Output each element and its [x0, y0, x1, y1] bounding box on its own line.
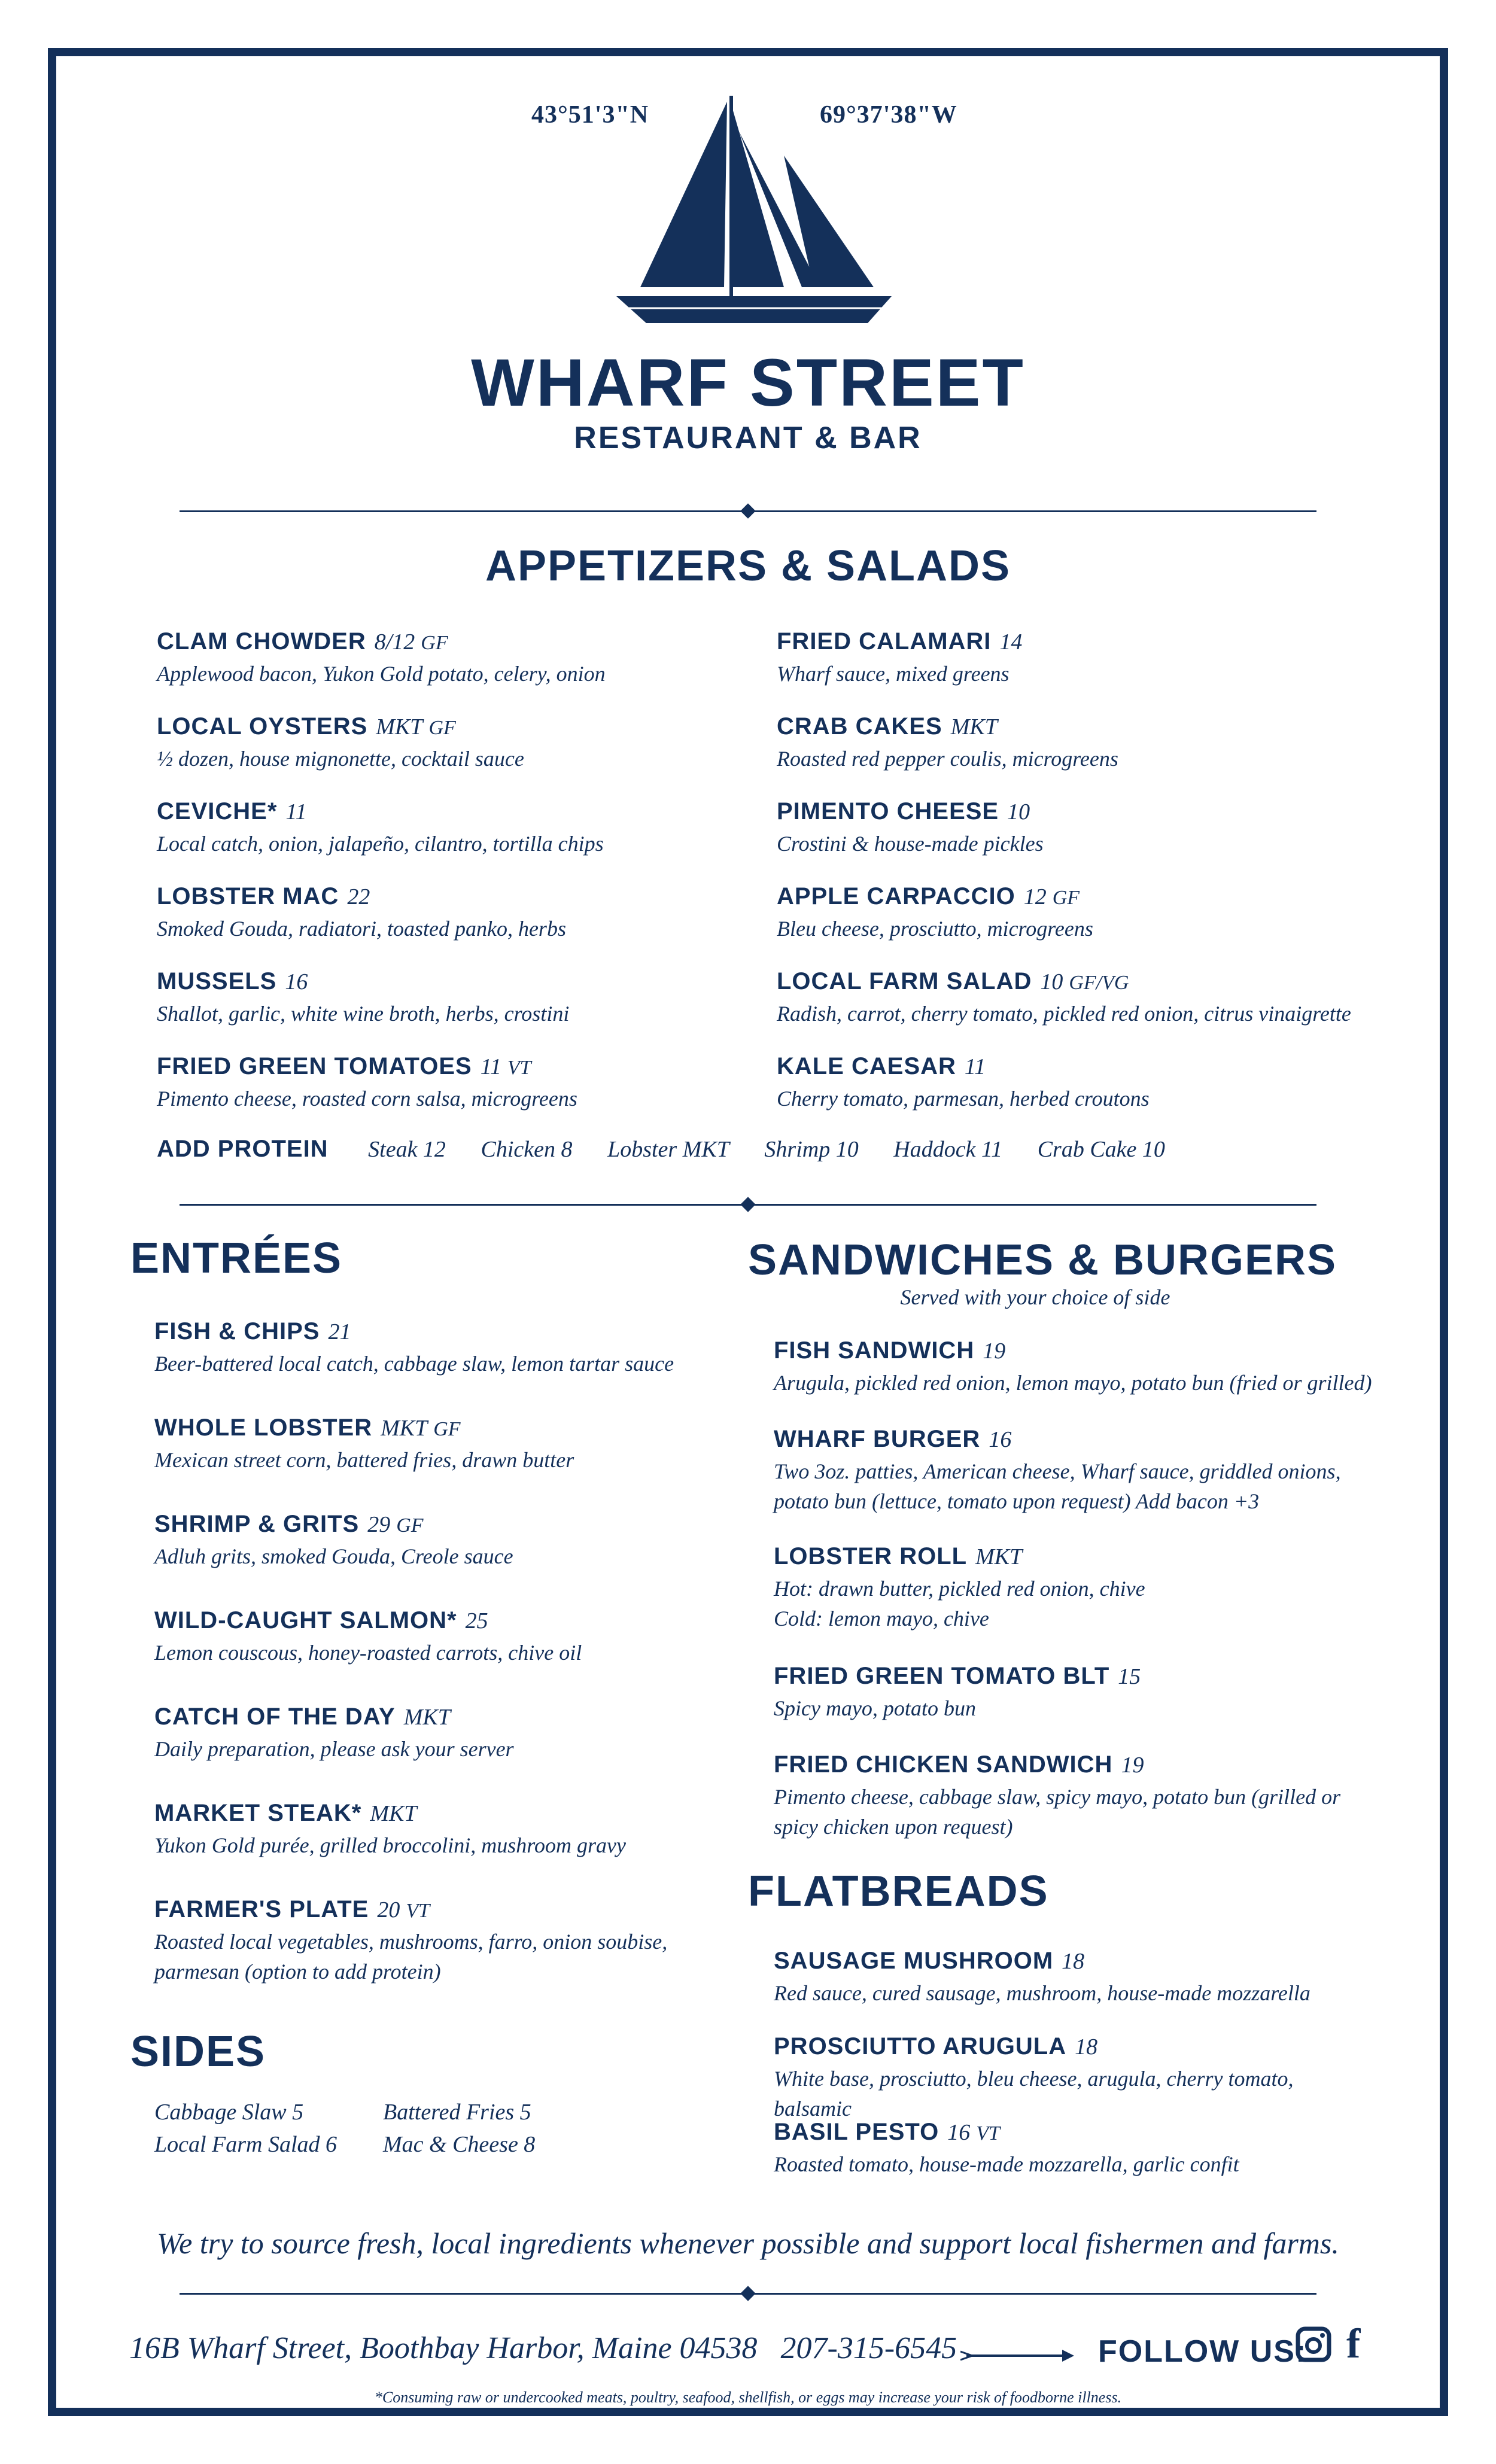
appetizer-item: [157, 1053, 755, 1114]
item-description: Two 3oz. patties, American cheese, Wharf sauce, griddled onions, potato bun (lettuce, tomato upon request) Add bacon +3: [774, 1459, 1341, 1513]
appetizer-item: [157, 713, 755, 774]
item-price: 16: [989, 1427, 1012, 1452]
arrow-right-icon: [960, 2347, 1074, 2365]
facebook-icon[interactable]: f: [1346, 2321, 1361, 2367]
item-name: MARKET STEAK*: [154, 1800, 362, 1826]
item-name: APPLE CARPACCIO: [777, 883, 1015, 909]
item-price: 19: [983, 1339, 1006, 1364]
item-price: MKT: [403, 1705, 451, 1730]
item-name: CLAM CHOWDER: [157, 628, 366, 655]
entree-item: [154, 1896, 753, 1987]
side-item: Mac & Cheese 8: [383, 2132, 536, 2157]
item-diet-tag: GF/VG: [1069, 972, 1129, 994]
protein-option: Shrimp 10: [764, 1137, 859, 1162]
item-description: Lemon couscous, honey-roasted carrots, chive oil: [154, 1641, 582, 1665]
sandwich-item: [774, 1751, 1372, 1842]
section-title-flatbreads: FLATBREADS: [748, 1867, 1049, 1915]
flatbread-item: [774, 2033, 1372, 2124]
item-description: Applewood bacon, Yukon Gold potato, celery, onion: [157, 662, 606, 686]
item-description: Pimento cheese, roasted corn salsa, microgreens: [157, 1087, 577, 1111]
item-diet-tag: GF: [1052, 887, 1080, 909]
item-diet-tag: VT: [406, 1900, 430, 1922]
item-price: 20: [377, 1897, 400, 1922]
item-name: LOCAL OYSTERS: [157, 713, 368, 740]
side-item: Local Farm Salad 6: [154, 2132, 337, 2157]
item-name: FISH SANDWICH: [774, 1337, 975, 1364]
instagram-icon[interactable]: [1296, 2326, 1331, 2362]
protein-option: Steak 12: [368, 1137, 446, 1162]
item-description: Pimento cheese, cabbage slaw, spicy mayo, potato bun (grilled or spicy chicken upon request): [774, 1785, 1341, 1839]
entree-item: [154, 1800, 753, 1860]
item-price: 22: [347, 884, 370, 909]
sandwich-item: [774, 1426, 1372, 1516]
item-price: 16: [285, 969, 308, 994]
item-name: FISH & CHIPS: [154, 1318, 320, 1344]
item-description: Cherry tomato, parmesan, herbed croutons: [777, 1087, 1150, 1111]
appetizer-item: [777, 628, 1375, 689]
appetizer-item: [157, 968, 755, 1029]
appetizer-item: [157, 628, 755, 689]
entree-item: [154, 1414, 753, 1475]
item-name: MUSSELS: [157, 968, 277, 994]
item-name: FRIED GREEN TOMATOES: [157, 1053, 472, 1079]
item-price: 15: [1118, 1664, 1141, 1689]
item-description: Bleu cheese, prosciutto, microgreens: [777, 917, 1093, 941]
item-price: 11: [480, 1054, 501, 1079]
item-price: 12: [1023, 884, 1047, 909]
item-diet-tag: VT: [507, 1057, 531, 1079]
section-title-sandwiches: SANDWICHES & BURGERS: [748, 1236, 1337, 1284]
item-price: 10: [1040, 969, 1063, 994]
item-diet-tag: GF: [433, 1418, 461, 1440]
section-title-entrees: ENTRÉES: [130, 1234, 343, 1282]
section-title-appetizers: APPETIZERS & SALADS: [485, 542, 1011, 590]
item-description: Radish, carrot, cherry tomato, pickled red onion, citrus vinaigrette: [777, 1002, 1351, 1026]
item-name: WHARF BURGER: [774, 1426, 981, 1452]
item-name: BASIL PESTO: [774, 2119, 939, 2145]
appetizer-item: [777, 883, 1375, 944]
add-protein-label: ADD PROTEIN: [157, 1136, 329, 1162]
appetizer-item: [157, 798, 755, 859]
item-price: 29: [367, 1512, 391, 1537]
flatbread-item: [774, 1948, 1372, 2008]
sandwich-item: [774, 1663, 1372, 1723]
restaurant-subtitle: RESTAURANT & BAR: [574, 421, 922, 455]
item-name: PROSCIUTTO ARUGULA: [774, 2033, 1067, 2060]
item-price: 16: [947, 2120, 971, 2145]
side-item: Battered Fries 5: [383, 2100, 531, 2125]
item-price: MKT: [950, 714, 998, 740]
item-description: Wharf sauce, mixed greens: [777, 662, 1010, 686]
item-name: LOBSTER MAC: [157, 883, 339, 909]
item-price: 11: [285, 799, 307, 825]
item-price: MKT: [381, 1416, 428, 1441]
item-name: SHRIMP & GRITS: [154, 1511, 360, 1537]
item-price: 19: [1121, 1753, 1144, 1778]
appetizer-item: [777, 713, 1375, 774]
item-name: WILD-CAUGHT SALMON*: [154, 1607, 457, 1633]
section-title-sides: SIDES: [130, 2028, 266, 2076]
phone: 207-315-6545: [780, 2331, 957, 2365]
appetizer-item: [777, 968, 1375, 1029]
item-description: Beer-battered local catch, cabbage slaw, lemon tartar sauce: [154, 1352, 674, 1376]
item-name: PIMENTO CHEESE: [777, 798, 999, 825]
item-description: Adluh grits, smoked Gouda, Creole sauce: [154, 1544, 513, 1568]
item-diet-tag: GF: [428, 717, 456, 739]
item-description: ½ dozen, house mignonette, cocktail sauce: [157, 747, 524, 771]
item-name: LOCAL FARM SALAD: [777, 968, 1032, 994]
appetizer-item: [777, 798, 1375, 859]
protein-option: Haddock 11: [893, 1137, 1003, 1162]
sandwiches-note: Served with your choice of side: [900, 1285, 1170, 1309]
item-price: 25: [465, 1608, 488, 1633]
item-name: CRAB CAKES: [777, 713, 942, 740]
item-description: Cold: lemon mayo, chive: [774, 1607, 989, 1631]
add-protein-row: [157, 1136, 1194, 1163]
item-description: Roasted red pepper coulis, microgreens: [777, 747, 1118, 771]
item-description: Smoked Gouda, radiatori, toasted panko, herbs: [157, 917, 566, 941]
sourcing-tagline: We try to source fresh, local ingredients whenever possible and support local fishermen and farms.: [157, 2226, 1339, 2260]
item-description: Arugula, pickled red onion, lemon mayo, potato bun (fried or grilled): [774, 1371, 1372, 1395]
appetizer-item: [777, 1053, 1375, 1114]
address-line: [129, 2331, 957, 2366]
item-name: FRIED GREEN TOMATO BLT: [774, 1663, 1110, 1689]
item-price: 18: [1062, 1949, 1085, 1974]
item-name: CEVICHE*: [157, 798, 278, 825]
item-description: Hot: drawn butter, pickled red onion, chive: [774, 1577, 1145, 1601]
item-price: MKT: [370, 1801, 417, 1826]
coordinate-latitude: 43°51'3"N: [531, 101, 649, 129]
item-price: MKT: [376, 714, 423, 740]
protein-option: Lobster MKT: [607, 1137, 729, 1162]
item-name: FARMER'S PLATE: [154, 1896, 369, 1922]
protein-option: Chicken 8: [481, 1137, 573, 1162]
item-name: FRIED CALAMARI: [777, 628, 992, 655]
item-price: 14: [999, 629, 1023, 655]
item-description: Roasted local vegetables, mushrooms, farro, onion soubise, parmesan (option to add protein): [154, 1930, 668, 1984]
item-description: White base, prosciutto, bleu cheese, arugula, cherry tomato, balsamic: [774, 2067, 1294, 2121]
item-description: Mexican street corn, battered fries, drawn butter: [154, 1448, 574, 1472]
coordinate-longitude: 69°37'38"W: [820, 101, 957, 129]
item-price: MKT: [975, 1544, 1023, 1569]
item-price: 18: [1075, 2034, 1098, 2060]
item-description: Red sauce, cured sausage, mushroom, house-made mozzarella: [774, 1981, 1310, 2005]
item-diet-tag: GF: [396, 1514, 424, 1537]
side-item: Cabbage Slaw 5: [154, 2100, 304, 2125]
item-name: WHOLE LOBSTER: [154, 1414, 373, 1441]
item-description: Crostini & house-made pickles: [777, 832, 1044, 856]
entree-item: [154, 1703, 753, 1764]
entree-item: [154, 1318, 753, 1379]
item-description: Yukon Gold purée, grilled broccolini, mushroom gravy: [154, 1833, 626, 1857]
entree-item: [154, 1511, 753, 1571]
item-price: 8/12: [374, 629, 415, 655]
item-description: Spicy mayo, potato bun: [774, 1696, 976, 1720]
item-description: Daily preparation, please ask your server: [154, 1737, 514, 1761]
item-price: 11: [964, 1054, 986, 1079]
address: 16B Wharf Street, Boothbay Harbor, Maine 04538: [129, 2331, 758, 2365]
appetizer-item: [157, 883, 755, 944]
food-safety-disclaimer: *Consuming raw or undercooked meats, poultry, seafood, shellfish, or eggs may increase your risk of foodborne illness.: [374, 2389, 1122, 2406]
flatbread-item: [774, 2119, 1372, 2179]
item-diet-tag: VT: [976, 2122, 1000, 2144]
sandwich-item: [774, 1337, 1372, 1398]
entree-item: [154, 1607, 753, 1668]
item-price: 10: [1007, 799, 1030, 825]
item-diet-tag: GF: [421, 632, 448, 654]
item-name: FRIED CHICKEN SANDWICH: [774, 1751, 1113, 1778]
sandwich-item: [774, 1543, 1372, 1633]
item-price: 21: [328, 1319, 351, 1344]
item-name: SAUSAGE MUSHROOM: [774, 1948, 1054, 1974]
protein-option: Crab Cake 10: [1037, 1137, 1165, 1162]
follow-us-label: FOLLOW US:: [1098, 2334, 1308, 2369]
restaurant-name: WHARF STREET: [471, 345, 1025, 420]
item-name: CATCH OF THE DAY: [154, 1703, 396, 1730]
sailboat-icon: [604, 90, 904, 341]
item-name: KALE CAESAR: [777, 1053, 956, 1079]
item-description: Shallot, garlic, white wine broth, herbs, crostini: [157, 1002, 570, 1026]
item-description: Roasted tomato, house-made mozzarella, garlic confit: [774, 2152, 1239, 2176]
item-description: Local catch, onion, jalapeño, cilantro, tortilla chips: [157, 832, 604, 856]
item-name: LOBSTER ROLL: [774, 1543, 968, 1569]
